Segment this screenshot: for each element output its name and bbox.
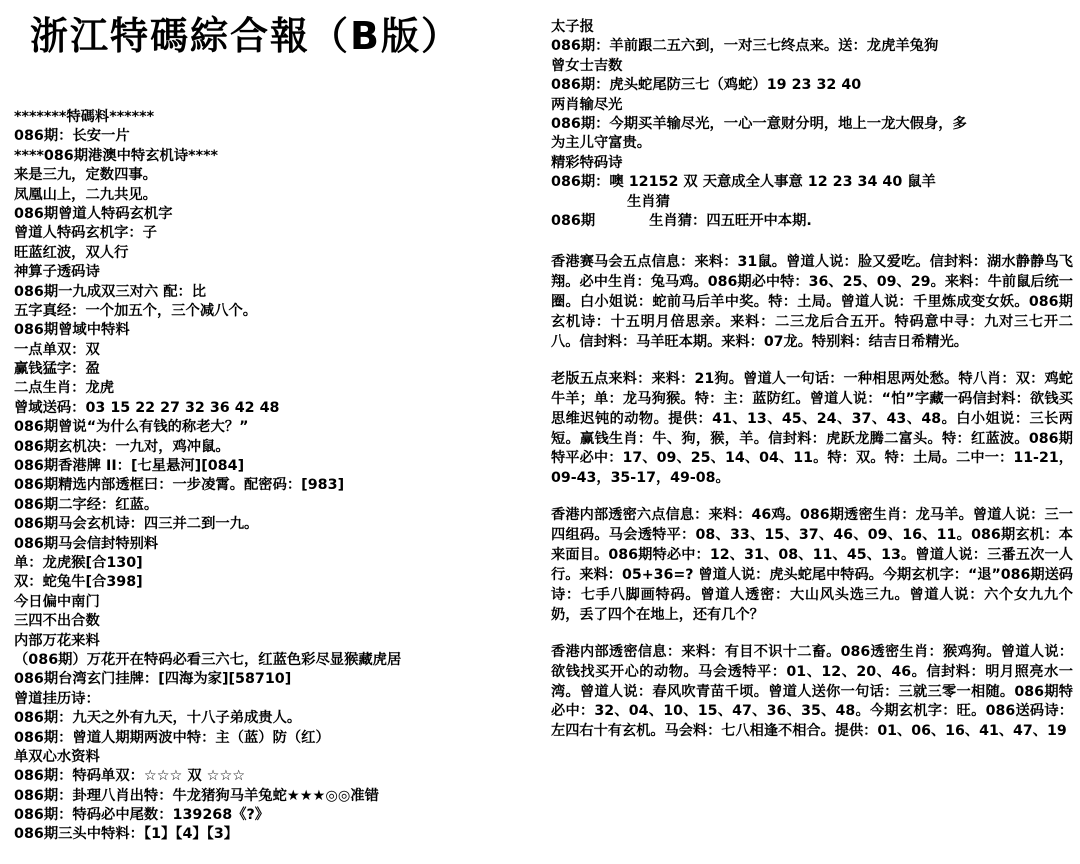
shengxiao-label: 生肖猜 [627, 193, 670, 210]
right-line: 为主儿守富贵。 [551, 135, 652, 152]
left-line: 086期三头中特料：【1】【4】【3】 [14, 826, 239, 843]
right-line: 086期：噢 12152 双 天意成全人事意 12 23 34 40 鼠羊 [551, 174, 936, 191]
left-line: 086期马会玄机诗：四三并二到一九。 [14, 516, 259, 533]
left-line: 内部万花来料 [14, 632, 100, 649]
left-line: 086期：卦理八肖出特：牛龙猪狗马羊兔蛇★★★◎◎准错 [14, 787, 379, 804]
left-line: 凤凰山上，二九共见。 [14, 186, 157, 203]
shengxiao-guess: 生肖猜：四五旺开中本期. [649, 212, 812, 229]
right-line: 086期：虎头蛇尾防三七（鸡蛇）19 23 32 40 [551, 77, 862, 94]
left-line: 086期台湾玄门挂牌：[四海为家][58710] [14, 671, 292, 688]
left-line: 旺蓝红波，双人行 [14, 244, 129, 261]
right-line: 太子报 [551, 19, 594, 35]
left-line: 五字真经：一个加五个，三个减八个。 [14, 302, 258, 319]
left-line: 086期：九天之外有九天，十八子弟成贵人。 [14, 710, 302, 727]
right-line: 两肖输尽光 [551, 96, 623, 113]
left-line: 086期曾域中特料 [14, 322, 130, 339]
right-top-block [551, 18, 1076, 193]
left-line: 曾域送码：03 15 22 27 32 36 42 48 [14, 399, 280, 416]
left-line: 一点单双：双 [14, 341, 100, 358]
left-column [14, 108, 514, 845]
right-line: 曾女士吉数 [551, 57, 623, 74]
shengxiao-line [551, 212, 1076, 231]
left-line: 086期马会信封特别料 [14, 535, 159, 552]
left-line: 086期：长安一片 [14, 128, 130, 145]
left-line: 三四不出合数 [14, 613, 100, 630]
left-line: 来是三九，定数四事。 [14, 167, 157, 184]
right-line: 086期：羊前跟二五六到，一对三七终点来。送：龙虎羊兔狗 [551, 38, 939, 55]
issue-label: 086期 [551, 212, 596, 229]
right-line: 精彩特码诗 [551, 154, 623, 171]
left-line: 086期：曾道人期期两波中特：主（蓝）防（红） [14, 729, 330, 746]
left-line: ****086期港澳中特玄机诗**** [14, 147, 219, 164]
left-line: 单：龙虎猴[合130] [14, 554, 143, 571]
paragraph-hk-internal: 香港内部透密信息：来料：有目不识十二畜。086透密生肖：猴鸡狗。曾道人说：欲钱找买开心的动物。马会透特平：01、12、20、46。信封料：明月照亮水一湾。曾道人说：春风吹青苗千顷。曾道人送你一句话：三就三零一相随。086期特必中：32、04、10、15、47、36、35、48。今期玄机字：旺。086送码诗：左四右十有玄机。马会料：七八相逢不相合。提供：01、06、16、41、47、19 [551, 643, 1073, 740]
left-line: 赢钱猛字：盈 [14, 361, 100, 378]
left-line: 086期一九成双三对六 配：比 [14, 283, 207, 300]
left-line: 086期曾说“为什么有钱的称老大？” [14, 419, 249, 436]
paragraph-old-version: 老版五点来料：来料：21狗。曾道人一句话：一种相思两处愁。特八肖：双：鸡蛇牛羊；单：龙马狗猴。特：主：蓝防红。曾道人说：“怕”字藏一码信封料：欲钱买思维迟钝的动物。提供：41、13、45、24、37、43、48。白小姐说：三长两短。赢钱生肖：牛、狗，猴，羊。信封料：虎跃龙腾二富头。特：红蓝波。086期特平必中：17、09、25、14、04、11。特：双。特：土局。二中一：11-21，09-43，35-17，49-08。 [551, 370, 1073, 487]
left-line: 曾道人特码玄机字：子 [14, 225, 157, 242]
paragraph-hk-internal-six: 香港内部透密六点信息：来料：46鸡。086期透密生肖：龙马羊。曾道人说：三一四组码。马会透特平：08、33、15、37、46、09、16、11。086期玄机：本来面目。086期特必中：12、31、08、11、45、13。曾道人说：三番五次一人行。来料：05+36=? 曾道人说：虎头蛇尾中特码。今期玄机字：“退”086期送码诗：七手八脚画特码。曾道人透密：大山风头选三九。曾道人说：六个女九九个奶，丢了四个在地上，还有几个？ [551, 507, 1073, 623]
left-line: 086期精选内部透框曰：一步凌霄。配密码：[983] [14, 477, 345, 494]
right-line: 086期：今期买羊输尽光，一心一意财分明，地上一龙大假身，多 [551, 115, 967, 132]
left-line: *******特碼料****** [14, 109, 155, 125]
left-line: 神算子透码诗 [14, 264, 100, 281]
left-line: 086期：特码单双：☆☆☆ 双 ☆☆☆ [14, 768, 246, 785]
left-line: 今日偏中南门 [14, 593, 100, 610]
right-column [551, 18, 1076, 742]
left-line: （086期）万花开在特码必看三六七，红蓝色彩尽显猴藏虎居 [14, 651, 402, 668]
paragraph-hk-racing: 香港赛马会五点信息：来料：31鼠。曾道人说：脸又爱吃。信封料：湖水静静鸟飞翔。必中生肖：兔马鸡。086期必中特：36、25、09、29。来料：牛前鼠后统一圈。白小姐说：蛇前马后羊中奖。特：土局。曾道人说：千里炼成变女妖。086期玄机诗：十五明月倍思亲。来料：二三龙后合五开。特码意中寻：九对三七开二八。信封料：马羊旺本期。来料：07龙。特别料：结吉日希精光。 [551, 254, 1073, 350]
left-line: 曾道挂历诗： [14, 690, 100, 707]
left-line: 086期二字经：红蓝。 [14, 496, 159, 513]
left-line: 086期玄机决：一九对，鸡冲鼠。 [14, 438, 230, 455]
left-line: 双：蛇兔牛[合398] [14, 574, 143, 591]
left-line: 单双心水资料 [14, 748, 100, 765]
left-line: 086期曾道人特码玄机字 [14, 205, 173, 222]
left-line: 086期香港牌 II：[七星悬河][084] [14, 458, 245, 475]
page-title: 浙江特碼綜合報（B版） [30, 14, 461, 58]
left-line: 二点生肖：龙虎 [14, 380, 115, 397]
left-line: 086期：特码必中尾数：139268《?》 [14, 807, 270, 824]
